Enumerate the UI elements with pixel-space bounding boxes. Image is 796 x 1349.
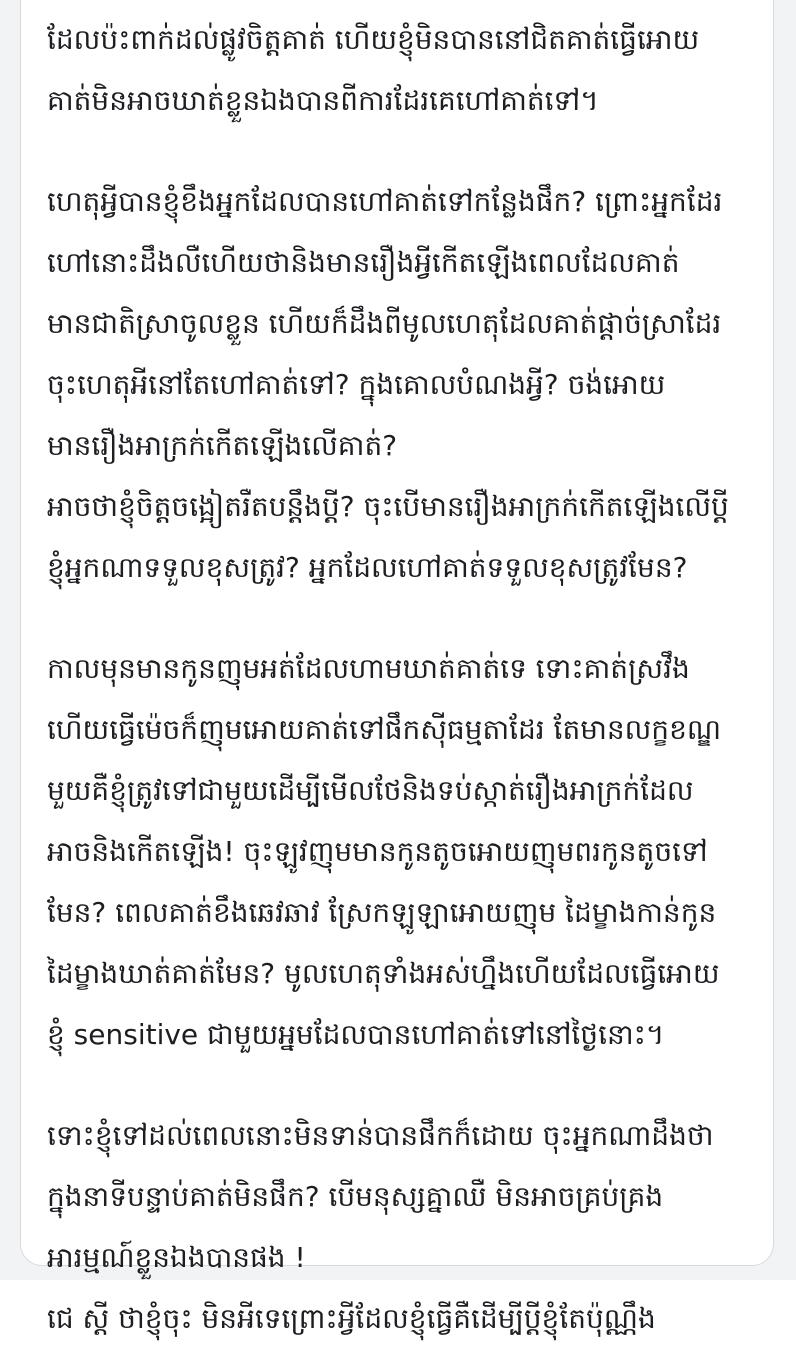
text-line: ដៃម្ខាងឃាត់គាត់មែន? មូលហេតុទាំងអស់ហ្នឹងហើយដែលធ្វើអោយ — [47, 957, 720, 990]
paragraph-gap — [47, 131, 761, 171]
text-line: កាលមុនមានកូនញុមអត់ដែលហាមឃាត់គាត់ទេ ទោះគាត់ស្រវឹង — [47, 652, 690, 685]
text-line: មានរឿងអាក្រក់កើតឡើងលើគាត់? — [47, 429, 398, 462]
text-line: ក្នុងនាទីបន្ទាប់គាត់មិនផឹក? បើមនុស្សគ្នាឈឺ មិនអាចគ្រប់គ្រង — [47, 1180, 664, 1213]
text-line: ទោះខ្ញុំទៅដល់ពេលនោះមិនទាន់បានផឹកក៏ដោយ ចុះអ្នកណាដឹងថា — [47, 1119, 714, 1152]
text-line: អារម្មណ៍ខ្លួនឯងបានផង ! — [47, 1241, 306, 1274]
post-body — [47, 9, 761, 1349]
paragraph — [47, 1105, 761, 1349]
text-line: ដែលប៉ះពាក់ដល់ផ្លូវចិត្តគាត់ ហើយខ្ញុំមិនបាននៅជិតគាត់ធ្វើអោយ — [47, 23, 700, 56]
text-line: ហៅនោះដឹងលឺហើយថានិងមានរឿងអ្វីកើតឡើងពេលដែលគាត់ — [47, 246, 680, 279]
text-line: គាត់មិនអាចឃាត់ខ្លួនឯងបានពីការដែរគេហៅគាត់ទៅ។ — [47, 84, 599, 117]
text-line: ចុះហេតុអីនៅតែហៅគាត់ទៅ? ក្នុងគោលបំណងអ្វី? ចង់អោយ — [47, 368, 666, 401]
text-line: មានជាតិស្រាចូលខ្លួន ហើយក៏ដឹងពីមូលហេតុដែលគាត់ផ្តាច់ស្រាដែរ — [47, 307, 722, 340]
text-line: ខ្ញុំអ្នកណាទទួលខុសត្រូវ? អ្នកដែលហៅគាត់ទទួលខុសត្រូវមែន? — [47, 551, 688, 584]
text-line: មែន? ពេលគាត់ខឹងឆេវឆាវ ស្រែកឡូឡាអោយញុម ដៃម្ខាងកាន់កូន — [47, 896, 717, 929]
text-line: ជេ ស្តី ថាខ្ញុំចុះ មិនអីទេព្រោះអ្វីដែលខ្ញុំធ្វើគឺដើម្បីប្តីខ្ញុំតែប៉ុណ្ណឹង — [47, 1302, 656, 1335]
paragraph — [47, 171, 761, 598]
post-card — [20, 0, 774, 1335]
text-line: ហើយធ្វើម៉េចក៏ញុមអោយគាត់ទៅផឹកស៊ីធម្មតាដែរ តែមានលក្ខខណ្ឌ — [47, 713, 722, 746]
paragraph — [47, 638, 761, 1065]
paragraph-gap — [47, 1065, 761, 1105]
text-line: អាចថាខ្ញុំចិត្តចង្អៀតរឺតបន្តឹងប្តី? ចុះបើមានរឿងអាក្រក់កើតឡើងលើប្តី — [47, 490, 729, 523]
text-line: ហេតុអ្វីបានខ្ញុំខឹងអ្នកដែលបានហៅគាត់ទៅកន្លែងផឹក? ព្រោះអ្នកដែរ — [47, 185, 723, 218]
paragraph-gap — [47, 598, 761, 638]
paragraph — [47, 9, 761, 131]
text-line: ខ្ញុំ sensitive ជាមួយអ្នមដែលបានហៅគាត់ទៅនៅថ្ងៃនោះ។ — [47, 1018, 665, 1051]
text-line: មួយគឺខ្ញុំត្រូវទៅជាមួយដើម្បីមើលថែនិងទប់ស្កាត់រឿងអាក្រក់ដែល — [47, 774, 694, 807]
text-line: អាចនិងកើតឡើង! ចុះឡូវញុមមានកូនតូចអោយញុមពរកូនតូចទៅ — [47, 835, 708, 868]
